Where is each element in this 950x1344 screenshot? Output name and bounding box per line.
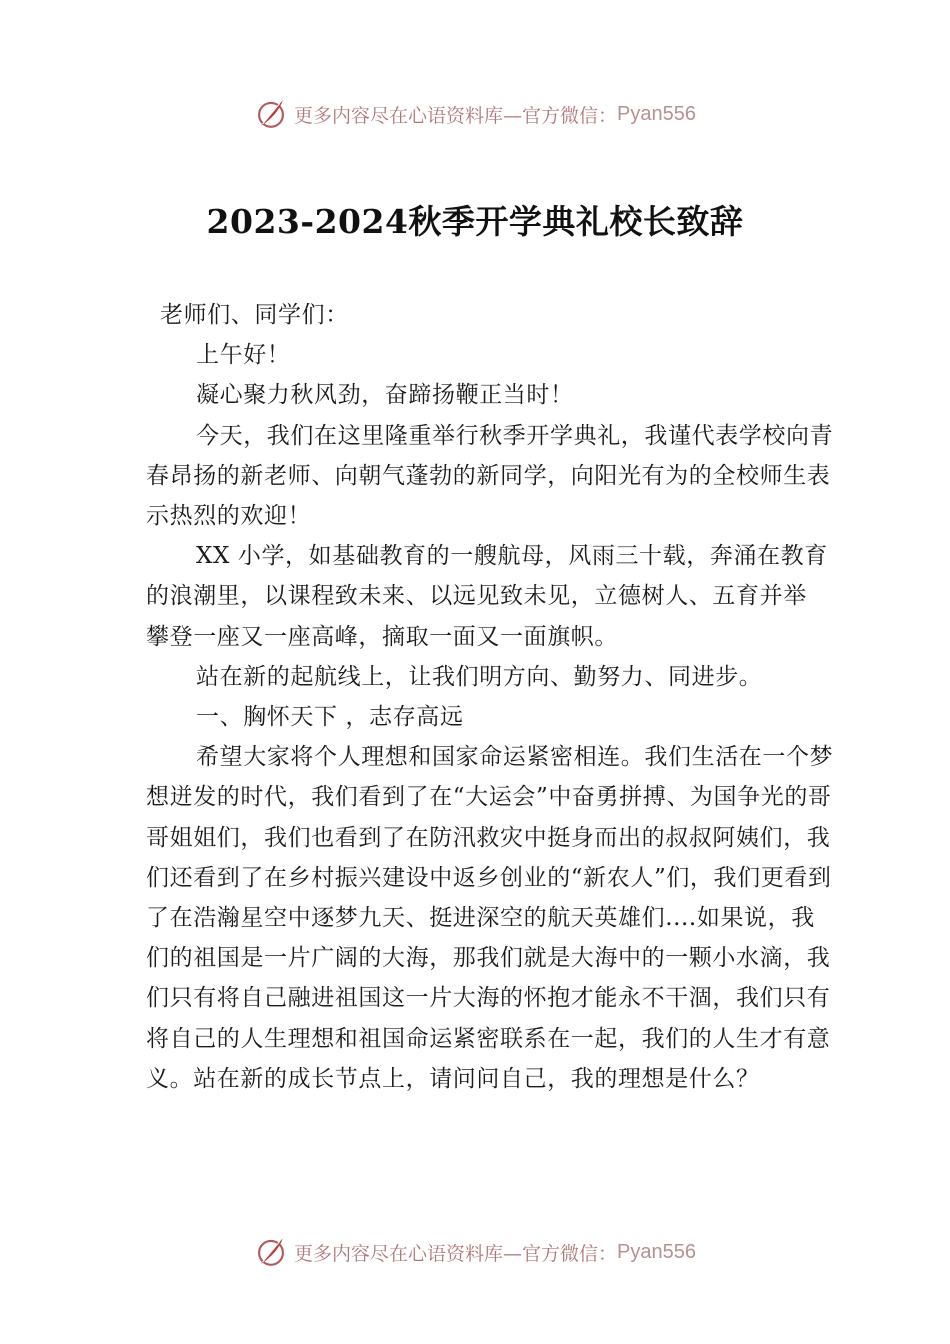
paragraph-welcome: 今天，我们在这里隆重举行秋季开学典礼，我谨代表学校向青春昂扬的新老师、向朝气蓬勃的新同学，向阳光有为的全校师生表示热烈的欢迎！ [146,422,834,530]
opening-line: 凝心聚力秋风劲，奋蹄扬鞭正当时！ [196,382,574,409]
quill-pen-icon [254,1235,288,1269]
header-banner [0,94,950,134]
section-heading-1: 一、胸怀天下 ，志存高远 [196,704,464,731]
banner-text: 更多内容尽在心语资料库—官方微信： [294,1242,618,1265]
document-body [146,295,836,1099]
paragraph-school-intro: XX 小学，如基础教育的一艘航母，风雨三十载，奔涌在教育的浪潮里，以课程致未来、以远见致未见，立德树人、五育并举 攀登一座又一座高峰，摘取一面又一面旗帜。 [146,543,828,650]
banner-text: 更多内容尽在心语资料库—官方微信： [294,104,618,127]
greeting: 上午好！ [196,342,291,369]
banner-wechat-id: Pyan556 [617,1240,696,1263]
quill-pen-icon [254,97,288,131]
document-title: 2023-2024秋季开学典礼校长致辞 [206,202,744,241]
paragraph-new-start: 站在新的起航线上，让我们明方向、勤努力、同进步。 [196,663,763,690]
banner-wechat-id: Pyan556 [617,102,696,125]
footer-banner [0,1232,950,1272]
paragraph-ideals: 希望大家将个人理想和国家命运紧密相连。我们生活在一个梦想迸发的时代，我们看到了在“大运会”中奋勇拼搏、为国争光的哥哥姐姐们，我们也看到了在防汛救灾中挺身而出的叔叔阿姨们，我们还看到了在乡村振兴建设中返乡创业的“新农人”们，我们更看到了在浩瀚星空中逐梦九天、挺进深空的航天英雄们....如果说，我们的祖国是一片广阔的大海，那我们就是大海中的一颗小水滴，我们只有将自己融进祖国这一片大海的怀抱才能永不干涸，我们只有将自己的人生理想和祖国命运紧密联系在一起，我们的人生才有意义。站在新的成长节点上，请问问自己，我的理想是什么？ [146,744,834,1092]
salutation: 老师们、同学们： [160,302,349,328]
